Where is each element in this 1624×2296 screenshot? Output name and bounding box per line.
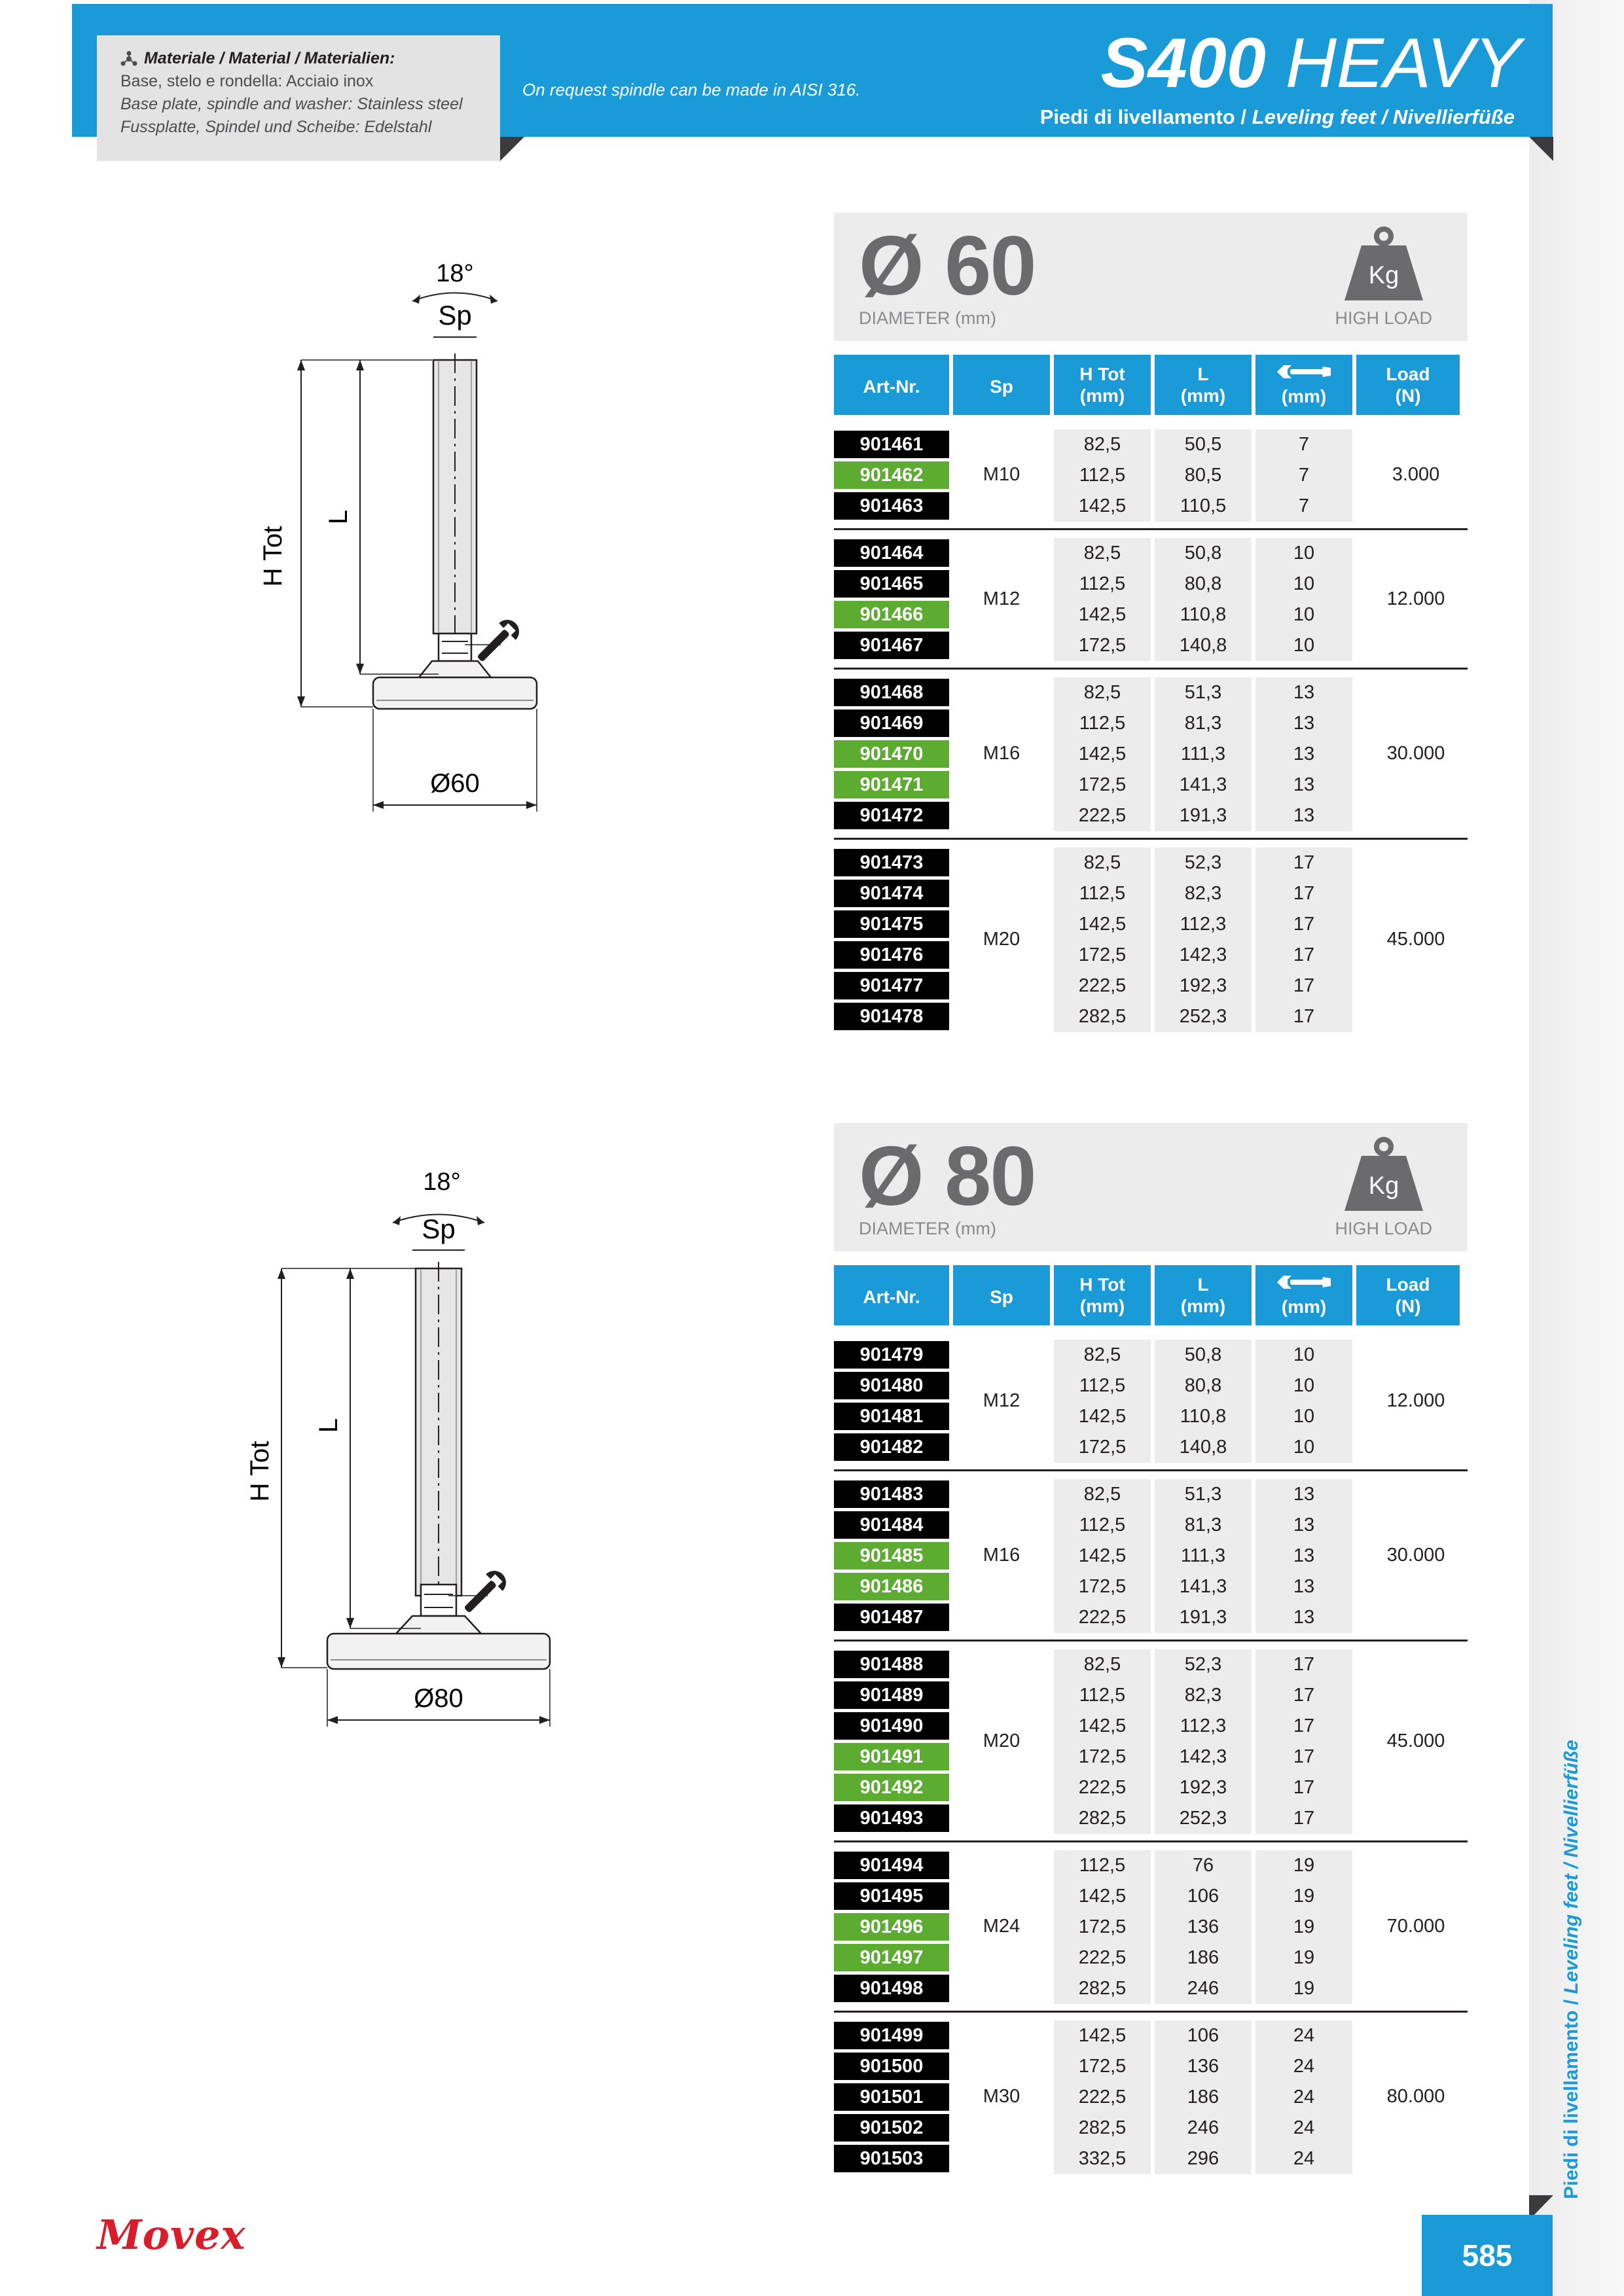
spec-table-d80 (834, 1265, 1468, 2181)
htot-cell: 282,5 (1054, 1001, 1151, 1032)
wrench-size-cell: 13 (1255, 739, 1352, 770)
article-number: 901463 (834, 492, 949, 520)
htot-cell: 112,5 (1054, 569, 1151, 600)
article-number: 901501 (834, 2083, 949, 2111)
article-number: 901492 (834, 1774, 949, 1801)
spec-table-d60 (834, 355, 1468, 1039)
load-value: 80.000 (1386, 2086, 1445, 2107)
col-art: Art-Nr. (834, 355, 949, 415)
high-load-label: HIGH LOAD (1335, 308, 1432, 328)
weight-kg-label: Kg (1368, 262, 1399, 289)
size-group (834, 422, 1468, 530)
col-htot: H Tot (mm) (1054, 1265, 1151, 1325)
l-cell: 191,3 (1155, 1602, 1252, 1633)
thread-size: M16 (983, 1545, 1020, 1566)
size-group (834, 1641, 1468, 1842)
htot-cell: 142,5 (1054, 1541, 1151, 1571)
thread-size: M16 (983, 743, 1020, 764)
article-number: 901475 (834, 910, 949, 938)
drawing-base-diameter: Ø60 (430, 769, 480, 798)
wrench-size-cell: 10 (1255, 1340, 1352, 1371)
l-cell: 50,5 (1155, 429, 1252, 460)
l-cell: 82,3 (1155, 878, 1252, 909)
htot-cell: 172,5 (1054, 1742, 1151, 1772)
material-title: Materiale / Material / Materialien: (120, 47, 487, 70)
wrench-size-cell: 19 (1255, 1850, 1352, 1881)
wrench-size-cell: 7 (1255, 429, 1352, 460)
size-group (834, 1471, 1468, 1641)
load-value: 45.000 (1386, 1730, 1445, 1751)
htot-cell: 112,5 (1054, 1510, 1151, 1541)
wrench-size-cell: 17 (1255, 940, 1352, 971)
article-number: 901471 (834, 771, 949, 798)
wrench-size-cell: 13 (1255, 1510, 1352, 1541)
htot-cell: 112,5 (1054, 708, 1151, 739)
wrench-size-cell: 17 (1255, 1772, 1352, 1803)
wrench-size-cell: 7 (1255, 460, 1352, 491)
wrench-size-cell: 24 (1255, 2082, 1352, 2113)
l-cell: 76 (1155, 1850, 1252, 1881)
htot-cell: 282,5 (1054, 1973, 1151, 2004)
htot-cell: 82,5 (1054, 677, 1151, 708)
thread-size: M12 (983, 588, 1020, 609)
htot-cell: 172,5 (1054, 1912, 1151, 1943)
l-cell: 106 (1155, 2020, 1252, 2051)
wrench-size-cell: 13 (1255, 770, 1352, 800)
load-value: 3.000 (1392, 464, 1440, 485)
l-cell: 52,3 (1155, 848, 1252, 878)
l-cell: 80,5 (1155, 460, 1252, 491)
article-number: 901485 (834, 1542, 949, 1570)
load-value: 30.000 (1386, 743, 1445, 764)
wrench-size-cell: 24 (1255, 2051, 1352, 2082)
size-group (834, 1332, 1468, 1471)
wrench-size-cell: 19 (1255, 1943, 1352, 1973)
drawing-angle: 18° (436, 260, 474, 287)
thread-size: M20 (983, 928, 1020, 950)
col-l: L (mm) (1155, 1265, 1252, 1325)
article-number: 901502 (834, 2114, 949, 2142)
article-number: 901470 (834, 740, 949, 768)
htot-cell: 172,5 (1054, 770, 1151, 800)
htot-cell: 172,5 (1054, 940, 1151, 971)
htot-cell: 172,5 (1054, 1432, 1151, 1463)
htot-cell: 82,5 (1054, 1649, 1151, 1680)
wrench-size-cell: 10 (1255, 630, 1352, 661)
load-value: 45.000 (1386, 928, 1445, 950)
col-sp: Sp (953, 1265, 1050, 1325)
htot-cell: 172,5 (1054, 630, 1151, 661)
wrench-size-cell: 10 (1255, 1401, 1352, 1432)
article-number: 901498 (834, 1975, 949, 2002)
htot-cell: 82,5 (1054, 1340, 1151, 1371)
htot-cell: 222,5 (1054, 1943, 1151, 1973)
l-cell: 296 (1155, 2144, 1252, 2174)
htot-cell: 142,5 (1054, 2020, 1151, 2051)
htot-cell: 172,5 (1054, 2051, 1151, 2082)
wrench-size-cell: 13 (1255, 800, 1352, 831)
col-load: Load (N) (1356, 355, 1460, 415)
article-number: 901493 (834, 1804, 949, 1832)
page-number: 585 (1422, 2215, 1553, 2296)
drawing-l: L (314, 1418, 343, 1433)
header-fold (1529, 137, 1553, 161)
drawing-sp: Sp (438, 300, 472, 331)
drawing-angle: 18° (423, 1168, 461, 1196)
htot-cell: 112,5 (1054, 878, 1151, 909)
wrench-size-cell: 17 (1255, 1680, 1352, 1711)
l-cell: 80,8 (1155, 1371, 1252, 1401)
load-value: 30.000 (1386, 1545, 1445, 1566)
technical-drawing-d60 (249, 249, 615, 825)
wrench-size-cell: 13 (1255, 677, 1352, 708)
weight-icon (1342, 1136, 1426, 1213)
l-cell: 110,5 (1155, 491, 1252, 522)
l-cell: 111,3 (1155, 739, 1252, 770)
htot-cell: 222,5 (1054, 1602, 1151, 1633)
l-cell: 192,3 (1155, 971, 1252, 1001)
l-cell: 246 (1155, 1973, 1252, 2004)
l-cell: 192,3 (1155, 1772, 1252, 1803)
l-cell: 52,3 (1155, 1649, 1252, 1680)
article-number: 901488 (834, 1651, 949, 1678)
article-number: 901490 (834, 1712, 949, 1740)
htot-cell: 172,5 (1054, 1571, 1151, 1602)
article-number: 901477 (834, 972, 949, 999)
wrench-size-cell: 10 (1255, 569, 1352, 600)
drawing-sp: Sp (422, 1213, 456, 1244)
col-wrench: (mm) (1255, 355, 1352, 415)
technical-drawing-d80 (236, 1157, 602, 1733)
article-number: 901480 (834, 1372, 949, 1399)
size-group (834, 530, 1468, 670)
wrench-header-icon (1276, 363, 1332, 381)
diameter-header-d60 (834, 213, 1468, 341)
high-load-label: HIGH LOAD (1335, 1219, 1432, 1238)
wrench-size-cell: 17 (1255, 1711, 1352, 1742)
l-cell: 81,3 (1155, 1510, 1252, 1541)
article-number: 901495 (834, 1882, 949, 1910)
htot-cell: 142,5 (1054, 739, 1151, 770)
article-number: 901503 (834, 2145, 949, 2172)
l-cell: 80,8 (1155, 569, 1252, 600)
diameter-label: DIAMETER (mm) (859, 1219, 996, 1238)
l-cell: 136 (1155, 2051, 1252, 2082)
wrench-size-cell: 17 (1255, 1001, 1352, 1032)
l-cell: 186 (1155, 1943, 1252, 1973)
drawing-base-diameter: Ø80 (414, 1684, 463, 1713)
article-number: 901500 (834, 2053, 949, 2080)
article-number: 901472 (834, 802, 949, 829)
side-category-label: Piedi di livellamento / Leveling feet / Nivellierfüße (1561, 1740, 1582, 2199)
l-cell: 112,3 (1155, 909, 1252, 940)
htot-cell: 222,5 (1054, 2082, 1151, 2113)
article-number: 901491 (834, 1743, 949, 1770)
l-cell: 50,8 (1155, 1340, 1252, 1371)
thread-size: M20 (983, 1730, 1020, 1751)
article-number: 901469 (834, 709, 949, 737)
thread-size: M12 (983, 1390, 1020, 1411)
wrench-size-cell: 24 (1255, 2144, 1352, 2174)
htot-cell: 142,5 (1054, 1881, 1151, 1912)
wrench-size-cell: 7 (1255, 491, 1352, 522)
htot-cell: 142,5 (1054, 600, 1151, 630)
l-cell: 142,3 (1155, 1742, 1252, 1772)
wrench-icon (471, 615, 524, 668)
wrench-size-cell: 13 (1255, 1602, 1352, 1633)
wrench-size-cell: 17 (1255, 971, 1352, 1001)
l-cell: 106 (1155, 1881, 1252, 1912)
load-value: 12.000 (1386, 1390, 1445, 1411)
size-group (834, 2013, 1468, 2181)
l-cell: 141,3 (1155, 1571, 1252, 1602)
load-value: 70.000 (1386, 1916, 1445, 1937)
diameter-label: DIAMETER (mm) (859, 308, 996, 328)
product-subtitle: Piedi di livellamento / Leveling feet / Nivellierfüße (1039, 105, 1515, 128)
htot-cell: 222,5 (1054, 971, 1151, 1001)
htot-cell: 222,5 (1054, 1772, 1151, 1803)
l-cell: 252,3 (1155, 1803, 1252, 1834)
htot-cell: 112,5 (1054, 460, 1151, 491)
wrench-size-cell: 10 (1255, 1432, 1352, 1463)
l-cell: 112,3 (1155, 1711, 1252, 1742)
article-number: 901478 (834, 1003, 949, 1030)
htot-cell: 142,5 (1054, 1711, 1151, 1742)
size-group (834, 670, 1468, 840)
article-number: 901466 (834, 601, 949, 628)
htot-cell: 332,5 (1054, 2144, 1151, 2174)
article-number: 901465 (834, 570, 949, 598)
htot-cell: 82,5 (1054, 429, 1151, 460)
wrench-size-cell: 10 (1255, 538, 1352, 569)
wrench-size-cell: 17 (1255, 1803, 1352, 1834)
table-header (834, 355, 1468, 415)
htot-cell: 142,5 (1054, 909, 1151, 940)
drawing-htot: H Tot (245, 1441, 274, 1502)
htot-cell: 282,5 (1054, 2113, 1151, 2144)
l-cell: 140,8 (1155, 1432, 1252, 1463)
size-group (834, 1842, 1468, 2013)
htot-cell: 282,5 (1054, 1803, 1151, 1834)
l-cell: 110,8 (1155, 1401, 1252, 1432)
l-cell: 51,3 (1155, 677, 1252, 708)
article-number: 901461 (834, 431, 949, 458)
wrench-size-cell: 17 (1255, 878, 1352, 909)
article-number: 901483 (834, 1480, 949, 1508)
article-number: 901499 (834, 2022, 949, 2049)
request-note: On request spindle can be made in AISI 316. (522, 80, 861, 99)
article-number: 901482 (834, 1433, 949, 1461)
article-number: 901468 (834, 679, 949, 706)
article-number: 901476 (834, 941, 949, 969)
diameter-value: Ø 60 (859, 219, 1036, 313)
table-header (834, 1265, 1468, 1325)
col-load: Load (N) (1356, 1265, 1460, 1325)
col-l: L (mm) (1155, 355, 1252, 415)
l-cell: 81,3 (1155, 708, 1252, 739)
article-number: 901467 (834, 632, 949, 659)
thread-size: M30 (983, 2086, 1020, 2107)
wrench-header-icon (1276, 1273, 1332, 1291)
drawing-htot: H Tot (259, 526, 287, 587)
material-box-fold (500, 137, 524, 161)
htot-cell: 82,5 (1054, 848, 1151, 878)
wrench-size-cell: 17 (1255, 1649, 1352, 1680)
material-line: Fussplatte, Spindel und Scheibe: Edelstahl (120, 118, 432, 136)
article-number: 901479 (834, 1341, 949, 1369)
l-cell: 186 (1155, 2082, 1252, 2113)
col-art: Art-Nr. (834, 1265, 949, 1325)
wrench-size-cell: 19 (1255, 1881, 1352, 1912)
material-box (97, 35, 500, 161)
wrench-size-cell: 24 (1255, 2113, 1352, 2144)
diameter-value: Ø 80 (859, 1130, 1036, 1223)
movex-logo: Movex (97, 2211, 246, 2259)
wrench-size-cell: 19 (1255, 1973, 1352, 2004)
article-number: 901484 (834, 1511, 949, 1539)
article-number: 901464 (834, 539, 949, 567)
wrench-size-cell: 10 (1255, 1371, 1352, 1401)
htot-cell: 142,5 (1054, 1401, 1151, 1432)
thread-size: M10 (983, 464, 1020, 485)
size-group (834, 840, 1468, 1039)
htot-cell: 82,5 (1054, 538, 1151, 569)
wrench-size-cell: 24 (1255, 2020, 1352, 2051)
article-number: 901486 (834, 1573, 949, 1600)
l-cell: 111,3 (1155, 1541, 1252, 1571)
l-cell: 82,3 (1155, 1680, 1252, 1711)
load-value: 12.000 (1386, 588, 1445, 609)
wrench-icon (458, 1566, 511, 1619)
wrench-size-cell: 17 (1255, 1742, 1352, 1772)
material-line: Base, stelo e rondella: Acciaio inox (120, 72, 374, 90)
wrench-size-cell: 13 (1255, 1571, 1352, 1602)
htot-cell: 112,5 (1054, 1850, 1151, 1881)
col-htot: H Tot (mm) (1054, 355, 1151, 415)
wrench-size-cell: 17 (1255, 909, 1352, 940)
material-line: Base plate, spindle and washer: Stainless steel (120, 95, 463, 113)
article-number: 901494 (834, 1852, 949, 1879)
col-wrench: (mm) (1255, 1265, 1352, 1325)
htot-cell: 112,5 (1054, 1371, 1151, 1401)
article-number: 901462 (834, 461, 949, 489)
drawing-l: L (324, 509, 353, 525)
htot-cell: 82,5 (1054, 1479, 1151, 1510)
l-cell: 140,8 (1155, 630, 1252, 661)
product-title: S400 HEAVY (1100, 23, 1521, 102)
htot-cell: 222,5 (1054, 800, 1151, 831)
thread-size: M24 (983, 1916, 1020, 1937)
htot-cell: 142,5 (1054, 491, 1151, 522)
l-cell: 191,3 (1155, 800, 1252, 831)
wrench-size-cell: 13 (1255, 708, 1352, 739)
wrench-size-cell: 17 (1255, 848, 1352, 878)
wrench-size-cell: 13 (1255, 1479, 1352, 1510)
l-cell: 142,3 (1155, 940, 1252, 971)
material-icon (120, 51, 137, 67)
wrench-size-cell: 19 (1255, 1912, 1352, 1943)
article-number: 901474 (834, 880, 949, 907)
l-cell: 141,3 (1155, 770, 1252, 800)
l-cell: 246 (1155, 2113, 1252, 2144)
diameter-header-d80 (834, 1123, 1468, 1251)
article-number: 901497 (834, 1944, 949, 1971)
wrench-size-cell: 13 (1255, 1541, 1352, 1571)
l-cell: 252,3 (1155, 1001, 1252, 1032)
article-number: 901496 (834, 1913, 949, 1941)
weight-icon (1342, 226, 1426, 303)
article-number: 901481 (834, 1403, 949, 1430)
weight-kg-label: Kg (1368, 1172, 1399, 1200)
article-number: 901473 (834, 849, 949, 876)
l-cell: 110,8 (1155, 600, 1252, 630)
htot-cell: 112,5 (1054, 1680, 1151, 1711)
col-sp: Sp (953, 355, 1050, 415)
article-number: 901489 (834, 1681, 949, 1709)
l-cell: 50,8 (1155, 538, 1252, 569)
article-number: 901487 (834, 1604, 949, 1631)
l-cell: 51,3 (1155, 1479, 1252, 1510)
l-cell: 136 (1155, 1912, 1252, 1943)
wrench-size-cell: 10 (1255, 600, 1352, 630)
